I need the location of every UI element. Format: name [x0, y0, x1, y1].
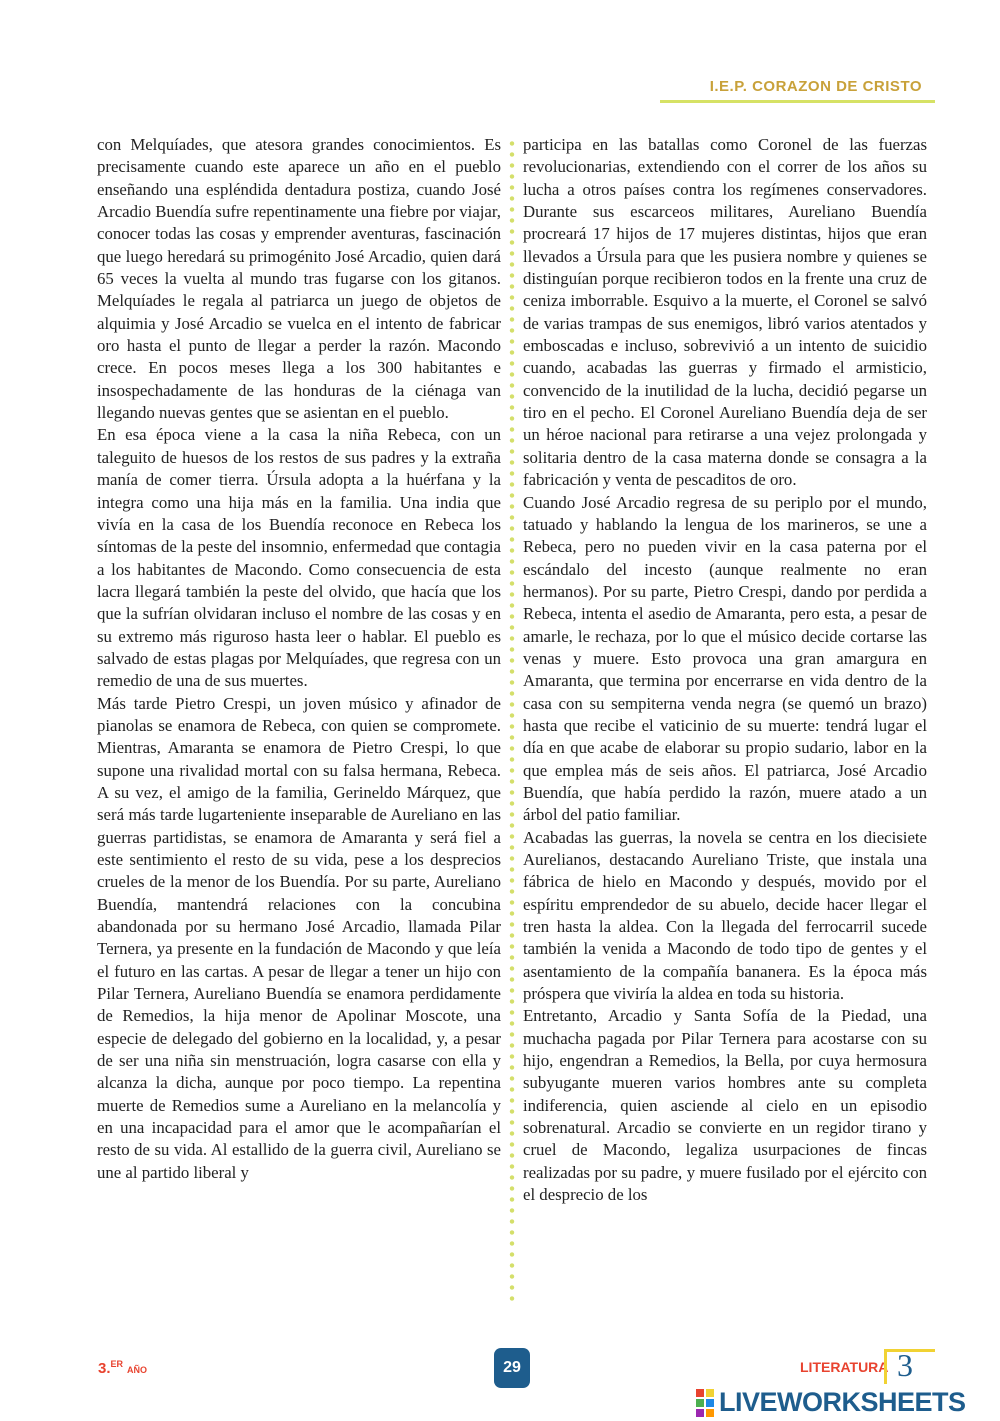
page-number: 29: [494, 1348, 530, 1388]
liveworksheets-text: LIVEWORKSHEETS: [719, 1387, 966, 1417]
paragraph: Entretanto, Arcadio y Santa Sofía de la Piedad, una muchacha pagada por Pilar Ternera para acostarse con su hijo, engendran a Remedios, la Bella, por cuya hermosura subyugante mueren varios hombres ante su completa indiferencia, quien asciende al cielo en un episodio sobrenatural. Arcadio se convierte en un regidor tirano y cruel de Macondo, legaliza usurpaciones de fincas realizadas por su padre, y muere fusilado por el ejército con el desprecio de los: [523, 1006, 927, 1205]
right-column: [523, 134, 927, 1207]
liveworksheets-logo[interactable]: [696, 1387, 966, 1418]
paragraph: participa en las batallas como Coronel de las fuerzas revolucionarias, extendiendo con el correr de los años su lucha a otros países contra los regímenes conservadores. Durante sus escarceos militares, Aureliano Buendía procreará 17 hijos de 17 mujeres distintas, hijos que eran llevados a Úrsula para que les pusiera nombre y quienes se distinguían porque recibieron todos en la frente una cruz de ceniza imborrable. Esquivo a la muerte, el Coronel se salvó de varias trampas de sus enemigos, libró varios atentados y emboscadas e incluso, sobrevivió a un intento de suicidio cuando, acabadas las guerras y firmado el armisticio, convencido de la inutilidad de la lucha, decidió pegarse un tiro en el pecho. El Coronel Aureliano Buendía deja de ser un héroe nacional para retirarse a una vejez prolongada y solitaria dentro de la casa materna donde se consagra a la fabricación y venta de pescaditos de oro.: [523, 135, 927, 490]
left-column: [97, 134, 501, 1184]
paragraph: con Melquíades, que atesora grandes conocimientos. Es precisamente cuando este aparece un año en el pueblo enseñando una espléndida dentadura postiza, cuando José Arcadio Buendía sufre repentinamente una fiebre por viajar, conocer todas las cosas y emprender aventuras, fascinación que luego heredará su primogénito José Arcadio, quien dará 65 veces la vuelta al mundo tras fugarse con los gitanos. Melquíades le regala al patriarca un juego de objetos de alquimia y José Arcadio se vuelca en el intento de fabricar oro hasta el punto de llegar a perder la razón. Macondo crece. En pocos meses llega a los 300 habitantes e insospechadamente de las honduras de la ciénaga van llegando nuevas gentes que se asientan en el pueblo.: [97, 135, 501, 423]
paragraph: Acabadas las guerras, la novela se centra en los diecisiete Aurelianos, destacando Aureliano Triste, que instala una fábrica de hielo en Macondo y después, movido por el espíritu emprendedor de su abuelo, decide hacer llegar el tren hasta la aldea. Con la llegada del ferrocarril sucede también la venida a Macondo de todo tipo de gentes y el asentamiento de la compañía bananera. Es la época más próspera que viviría la aldea en toda su historia.: [523, 827, 927, 1004]
paragraph: En esa época viene a la casa la niña Rebeca, con un taleguito de huesos de los restos de sus padres y la extraña manía de comer tierra. Úrsula adopta a la huérfana y la integra como una hija más en la familia. Una india que vivía en la casa de los Buendía reconoce en Rebeca los síntomas de la peste del insomnio, enfermedad que contagia a los habitantes de Macondo. Como consecuencia de esta lacra llegará también la peste del olvido, que hacía que los que la sufrían olvidaran incluso el nombre de las cosas y en su extremo más riguroso hasta leer o hablar. El pueblo es salvado de estas plagas por Melquíades, que regresa con un remedio de una de sus muertes.: [97, 425, 501, 691]
grade-suffix: ER: [110, 1359, 124, 1369]
paragraph: Cuando José Arcadio regresa de su periplo por el mundo, tatuado y hablando la lengua de los marineros, se une a Rebeca, pero no pueden vivir en la casa paterna por el escándalo del incesto (aunque realmente no eran hermanos). Por su parte, Pietro Crespi, dando por perdida a Rebeca, intenta el asedio de Amaranta, pero esta, a pesar de amarle, le rechaza, por lo que el músico decide cortarse las venas y muere. Esto provoca una gran amargura en Amaranta, que termina por encerrarse en vida dentro de la casa con su sempiterna venda negra (se quemó un brazo) hasta que recibe el vaticinio de su muerte: tendrá lugar el día en que acabe de elaborar su propio sudario, labor en la que emplea más de seis años. El patriarca, José Arcadio Buendía, que había perdido la razón, muere atado a un árbol del patio familiar.: [523, 492, 927, 825]
column-divider: [509, 138, 515, 1306]
header-rule: [660, 100, 935, 103]
header-school-name: I.E.P. CORAZON DE CRISTO: [709, 78, 922, 95]
grade-word: AÑO: [127, 1365, 148, 1375]
footer-subject: LITERATURA: [800, 1359, 889, 1375]
liveworksheets-grid-icon: [696, 1389, 714, 1417]
paragraph: Más tarde Pietro Crespi, un joven músico y afinador de pianolas se enamora de Rebeca, con quien se compromete. Mientras, Amaranta se enamora de Pietro Crespi, lo que supone una rivalidad mortal con su falsa hermana, Rebeca. A su vez, el amigo de la familia, Gerineldo Márquez, que será más tarde lugarteniente inseparable de Aureliano en las guerras partidistas, se enamora de Amaranta y será fiel a este sentimiento el resto de su vida, pese a los desprecios crueles de la menor de los Buendía. Por su parte, Aureliano Buendía, mantendrá relaciones con la concubina abandonada por su hermano José Arcadio, llamada Pilar Ternera, ya presente en la fundación de Macondo y que leía el futuro en las cartas. A pesar de llegar a tener un hijo con Pilar Ternera, Aureliano Buendía se enamora perdidamente de Remedios, la hija menor de Apolinar Moscote, una especie de delegado del gobierno en la localidad, y, a pesar de ser una niña sin menstruación, logra casarse con ella y alcanza la dicha, aunque por poco tiempo. La repentina muerte de Remedios sume a Aureliano en la melancolía y en una incapacidad para el amor que le acompañarían el resto de su vida. Al estallido de la guerra civil, Aureliano se une al partido liberal y: [97, 693, 501, 1182]
volume-number: 3: [897, 1347, 913, 1383]
grade-number: 3.: [98, 1360, 111, 1377]
footer-grade: [98, 1359, 147, 1377]
